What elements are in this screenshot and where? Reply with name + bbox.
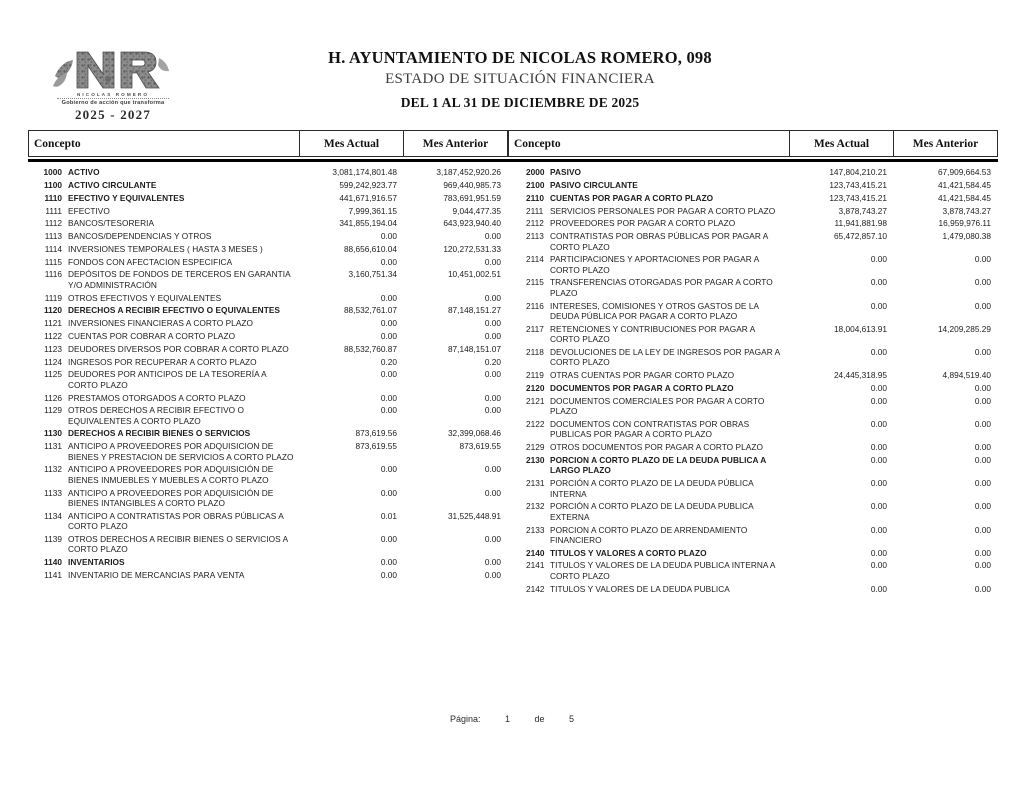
table-row [508,454,998,477]
row-concept-name: DEUDORES POR ANTICIPOS DE LA TESORERÍA A CORTO PLAZO [68,369,267,390]
row-account-code: 2111 [526,205,544,216]
nr-monogram-icon [51,46,175,92]
table-row [508,395,998,418]
row-account-code: 2113 [526,231,544,242]
row-concept-name: INVENTARIO DE MERCANCIAS PARA VENTA [68,569,245,580]
row-value-mes-anterior: 0.00 [484,464,501,475]
row-value-mes-actual: 88,532,761.07 [343,305,397,316]
row-value-mes-actual: 0.00 [380,464,397,475]
row-concept-name: PORCION A CORTO PLAZO DE LA DEUDA PUBLICA A LARGO PLAZO [550,454,767,476]
document-header [0,0,1024,122]
table-row [28,243,508,256]
table-row [28,179,508,192]
row-account-code: 1133 [44,487,62,498]
financial-tables [0,130,1024,595]
row-concept-name: TITULOS Y VALORES DE LA DEUDA PUBLICA [550,583,730,594]
row-value-mes-actual: 0.00 [380,487,397,498]
row-concept-name: PROVEEDORES POR PAGAR A CORTO PLAZO [550,218,736,229]
row-value-mes-actual: 0.00 [870,478,887,489]
row-value-mes-anterior: 10,451,002.51 [447,269,501,280]
row-concept-name: PARTICIPACIONES Y APORTACIONES POR PAGAR A CORTO PLAZO [550,254,759,275]
table-row [508,441,998,454]
table-row [508,276,998,299]
row-value-mes-anterior: 31,525,448.91 [447,510,501,521]
row-value-mes-actual: 0.00 [870,547,887,558]
row-value-mes-actual: 0.00 [380,318,397,329]
table-row [28,268,508,291]
row-account-code: 1132 [44,464,62,475]
row-account-code: 1124 [44,356,62,367]
row-value-mes-anterior: 87,148,151.27 [447,305,501,316]
table-row [508,418,998,441]
row-concept-name: INTERESES, COMISIONES Y OTROS GASTOS DE LA DEUDA PÚBLICA POR PAGAR A CORTO PLAZO [550,300,759,322]
row-account-code: 1114 [44,243,62,254]
row-value-mes-actual: 3,160,751.34 [348,269,397,280]
column-header-mes-actual-2: Mes Actual [789,131,893,156]
row-value-mes-anterior: 14,209,285.29 [937,323,991,334]
table-row [28,343,508,356]
row-value-mes-anterior: 3,187,452,920.26 [436,167,501,178]
row-concept-name: DERECHOS A RECIBIR BIENES O SERVICIOS [68,428,251,439]
logo-divider [57,98,169,99]
row-value-mes-anterior: 0.00 [484,318,501,329]
row-value-mes-actual: 0.01 [380,510,397,521]
row-account-code: 1140 [44,557,62,568]
row-value-mes-actual: 0.00 [380,392,397,403]
row-value-mes-actual: 0.00 [870,560,887,571]
row-account-code: 1125 [44,369,62,380]
row-account-code: 1134 [44,510,62,521]
row-concept-name: PRESTAMOS OTORGADOS A CORTO PLAZO [68,392,246,403]
table-row [28,355,508,368]
row-account-code: 2130 [526,454,545,465]
row-account-code: 2114 [526,254,544,265]
row-concept-name: PORCION A CORTO PLAZO DE ARRENDAMIENTO FINANCIERO [550,524,748,545]
row-value-mes-anterior: 1,479,080.38 [942,231,991,242]
row-concept-name: BANCOS/DEPENDENCIAS Y OTROS [68,231,212,242]
table-row [508,582,998,595]
row-account-code: 1116 [44,269,62,280]
column-header-mes-anterior: Mes Anterior [403,131,507,156]
row-value-mes-anterior: 0.00 [484,292,501,303]
row-value-mes-actual: 0.00 [870,501,887,512]
row-account-code: 2118 [526,347,544,358]
row-concept-name: INGRESOS POR RECUPERAR A CORTO PLAZO [68,356,257,367]
row-value-mes-anterior: 0.00 [974,277,991,288]
table-row [508,346,998,369]
row-concept-name: DOCUMENTOS COMERCIALES POR PAGAR A CORTO PLAZO [550,395,765,417]
table-row [28,255,508,268]
row-concept-name: PORCIÓN A CORTO PLAZO DE LA DEUDA PÚBLICA INTERNA [550,478,754,499]
table-row [28,317,508,330]
row-account-code: 1141 [44,569,62,580]
row-concept-name: OTRAS CUENTAS POR PAGAR CORTO PLAZO [550,370,735,381]
row-value-mes-anterior: 3,878,743.27 [942,205,991,216]
table-row [508,559,998,582]
row-account-code: 1126 [44,392,62,403]
row-value-mes-anterior: 0.00 [484,487,501,498]
table-row [508,179,998,192]
row-concept-name: OTROS DERECHOS A RECIBIR BIENES O SERVICIOS A CORTO PLAZO [68,534,288,555]
row-account-code: 1121 [44,318,62,329]
table-row [28,486,508,509]
assets-table [28,130,508,595]
table-row [508,204,998,217]
row-concept-name: DERECHOS A RECIBIR EFECTIVO O EQUIVALENTES [68,305,281,316]
row-concept-name: DEUDORES DIVERSOS POR COBRAR A CORTO PLAZO [68,343,289,354]
row-account-code: 2133 [526,524,545,535]
row-value-mes-actual: 873,619.56 [355,428,397,439]
row-concept-name: OTROS DOCUMENTOS POR PAGAR A CORTO PLAZO [550,442,763,453]
row-concept-name: INVERSIONES FINANCIERAS A CORTO PLAZO [68,318,254,329]
row-value-mes-anterior: 0.00 [484,569,501,580]
table-row [28,192,508,205]
row-account-code: 2119 [526,370,544,381]
row-value-mes-actual: 0.00 [380,231,397,242]
row-value-mes-anterior: 0.00 [484,330,501,341]
table-row [508,382,998,395]
report-title-entity: H. AYUNTAMIENTO DE NICOLAS ROMERO, 098 [328,48,712,67]
row-account-code: 2112 [526,218,544,229]
table-row [28,204,508,217]
table-row [28,463,508,486]
footer-page-number: 1 [504,714,510,724]
row-value-mes-actual: 0.00 [380,557,397,568]
row-value-mes-actual: 3,878,743.27 [838,205,887,216]
row-value-mes-anterior: 0.00 [484,231,501,242]
row-value-mes-actual: 341,855,194.04 [339,218,397,229]
table-row [508,217,998,230]
row-concept-name: CONTRATISTAS POR OBRAS PÚBLICAS POR PAGAR A CORTO PLAZO [550,231,768,252]
table-row [28,166,508,179]
row-value-mes-anterior: 0.00 [974,501,991,512]
row-value-mes-actual: 0.00 [870,383,887,393]
row-account-code: 2116 [526,300,544,311]
table-row [28,230,508,243]
row-value-mes-anterior: 0.00 [974,300,991,311]
table-row [508,500,998,523]
row-value-mes-actual: 123,743,415.21 [829,179,887,190]
row-value-mes-actual: 0.00 [380,369,397,380]
row-value-mes-anterior: 0.00 [484,256,501,267]
table-row [28,391,508,404]
row-value-mes-actual: 0.00 [870,300,887,311]
row-account-code: 1112 [44,218,62,229]
row-value-mes-actual: 7,999,361.15 [348,205,397,216]
table-row [28,217,508,230]
row-account-code: 1139 [44,534,62,544]
row-value-mes-anterior: 120,272,531.33 [443,243,501,254]
row-account-code: 2000 [526,167,545,178]
row-value-mes-anterior: 41,421,584.45 [937,179,991,190]
row-value-mes-actual: 18,004,613.91 [833,323,887,334]
row-concept-name: ACTIVO [68,167,100,178]
row-value-mes-anterior: 0.00 [484,557,501,568]
row-value-mes-anterior: 0.00 [974,383,991,393]
row-value-mes-anterior: 0.00 [974,560,991,571]
row-account-code: 1110 [44,192,62,203]
row-account-code: 2110 [526,192,544,203]
row-concept-name: TITULOS Y VALORES DE LA DEUDA PUBLICA INTERNA A CORTO PLAZO [550,560,776,581]
row-value-mes-actual: 3,081,174,801.48 [332,167,397,178]
row-account-code: 1115 [44,256,62,267]
table-row [28,427,508,440]
table-row [28,533,508,556]
row-account-code: 1122 [44,330,62,341]
row-concept-name: RETENCIONES Y CONTRIBUCIONES POR PAGAR A CORTO PLAZO [550,323,755,345]
row-value-mes-actual: 0.00 [870,277,887,288]
row-value-mes-actual: 873,619.55 [355,441,397,452]
row-account-code: 1000 [43,167,62,178]
row-account-code: 1123 [44,343,62,354]
municipality-logo [45,46,181,124]
column-header-mes-actual: Mes Actual [299,131,403,156]
row-value-mes-actual: 0.00 [870,254,887,265]
row-value-mes-anterior: 0.00 [974,547,991,558]
row-value-mes-anterior: 87,148,151.07 [447,343,501,354]
row-value-mes-actual: 0.00 [870,442,887,453]
row-account-code: 2132 [526,501,545,512]
row-concept-name: INVERSIONES TEMPORALES ( HASTA 3 MESES ) [68,243,263,254]
table-row [508,230,998,253]
row-value-mes-anterior: 0.00 [484,405,501,416]
row-concept-name: TITULOS Y VALORES A CORTO PLAZO [550,547,707,558]
table-row [28,330,508,343]
row-concept-name: PASIVO [550,167,582,178]
row-value-mes-actual: 88,532,760.87 [343,343,397,354]
footer-page-label: Página: [449,714,481,724]
row-concept-name: CUENTAS POR COBRAR A CORTO PLAZO [68,330,236,341]
row-value-mes-actual: 147,804,210.21 [829,167,887,178]
row-concept-name: PORCIÓN A CORTO PLAZO DE LA DEUDA PUBLICA EXTERNA [550,501,754,522]
table-row [28,569,508,582]
row-value-mes-anterior: 0.00 [974,583,991,594]
page-footer [0,714,1024,724]
row-value-mes-anterior: 0.00 [484,369,501,380]
row-value-mes-anterior: 643,923,940.40 [443,218,501,229]
row-concept-name: BANCOS/TESORERIA [68,218,155,229]
row-value-mes-anterior: 0.00 [974,395,991,406]
row-account-code: 2141 [526,560,545,571]
row-value-mes-actual: 599,242,923.77 [339,179,397,190]
row-value-mes-actual: 0.00 [870,583,887,594]
row-value-mes-actual: 0.00 [870,418,887,429]
row-concept-name: DEVOLUCIONES DE LA LEY DE INGRESOS POR PAGAR A CORTO PLAZO [550,347,780,368]
row-value-mes-anterior: 67,909,664.53 [937,167,991,178]
row-concept-name: DOCUMENTOS CON CONTRATISTAS POR OBRAS PUBLICAS POR PAGAR A CORTO PLAZO [550,418,750,440]
row-account-code: 1120 [44,305,62,316]
row-value-mes-anterior: 0.00 [974,418,991,429]
table-row [28,510,508,533]
table-row [28,404,508,427]
table-row [28,304,508,317]
row-account-code: 1130 [44,428,62,439]
table-row [508,299,998,322]
row-value-mes-anterior: 41,421,584.45 [937,192,991,203]
row-concept-name: SERVICIOS PERSONALES POR PAGAR A CORTO PLAZO [550,205,776,216]
assets-table-header [28,130,508,157]
row-value-mes-actual: 0.00 [380,534,397,544]
row-value-mes-actual: 24,445,318.95 [833,370,887,381]
logo-slogan: Gobierno de acción que transforma [61,99,165,106]
row-concept-name: EFECTIVO [68,205,110,216]
row-concept-name: INVENTARIOS [68,557,125,568]
row-concept-name: DOCUMENTOS POR PAGAR A CORTO PLAZO [550,383,734,393]
table-row [508,323,998,346]
logo-org-name: NICOLAS ROMERO [76,92,150,97]
row-value-mes-anterior: 0.00 [974,254,991,265]
row-account-code: 2117 [526,323,544,334]
row-value-mes-anterior: 969,440,985.73 [443,179,501,190]
row-account-code: 1113 [44,231,62,242]
row-concept-name: OTROS DERECHOS A RECIBIR EFECTIVO O EQUIVALENTES A CORTO PLAZO [68,405,245,426]
row-account-code: 2142 [526,583,545,594]
table-row [508,523,998,546]
row-value-mes-actual: 0.00 [380,569,397,580]
row-account-code: 2131 [526,478,545,489]
row-value-mes-anterior: 873,619.55 [459,441,501,452]
row-concept-name: DEPÓSITOS DE FONDOS DE TERCEROS EN GARANTIA Y/O ADMINISTRACIÓN [68,269,291,290]
table-row [28,368,508,391]
row-value-mes-anterior: 0.00 [974,442,991,453]
row-concept-name: ACTIVO CIRCULANTE [68,179,157,190]
row-account-code: 2129 [526,442,545,453]
row-account-code: 1129 [44,405,62,416]
row-concept-name: TRANSFERENCIAS OTORGADAS POR PAGAR A CORTO PLAZO [550,277,773,298]
column-header-concepto-2: Concepto [514,137,561,150]
row-value-mes-actual: 123,743,415.21 [829,192,887,203]
liabilities-table [508,130,998,595]
row-value-mes-anterior: 32,399,068.46 [447,428,501,439]
row-value-mes-actual: 0.00 [870,395,887,406]
row-concept-name: ANTICIPO A CONTRATISTAS POR OBRAS PÚBLICAS A CORTO PLAZO [68,510,284,532]
row-value-mes-anterior: 9,044,477.35 [452,205,501,216]
logo-term-years: 2025 - 2027 [74,106,152,122]
row-account-code: 2120 [526,383,545,393]
liabilities-table-body [508,162,998,595]
column-header-concepto: Concepto [34,137,81,150]
table-row [28,556,508,569]
row-concept-name: ANTICIPO A PROVEEDORES POR ADQUISICIÓN DE BIENES INMUEBLES Y MUEBLES A CORTO PLAZO [68,464,274,485]
row-value-mes-actual: 0.00 [380,292,397,303]
row-value-mes-anterior: 0.00 [484,392,501,403]
row-account-code: 2100 [526,179,545,190]
row-value-mes-actual: 441,671,916.57 [339,192,397,203]
row-account-code: 2122 [526,418,545,429]
row-value-mes-anterior: 0.00 [974,524,991,535]
row-concept-name: ANTICIPO A PROVEEDORES POR ADQUISICIÓN DE BIENES INTANGIBLES A CORTO PLAZO [68,487,274,509]
row-account-code: 1111 [45,205,62,216]
assets-table-body [28,162,508,582]
row-account-code: 2121 [526,395,545,406]
footer-total-pages: 5 [569,714,575,724]
table-row [508,547,998,560]
row-value-mes-anterior: 4,894,519.40 [942,370,991,381]
footer-of-label: de [534,714,545,724]
table-row [508,192,998,205]
row-value-mes-actual: 11,941,881.98 [834,218,887,229]
row-value-mes-actual: 0.00 [870,454,887,465]
row-account-code: 1131 [44,441,62,452]
liabilities-table-header [508,130,998,157]
row-value-mes-anterior: 0.00 [974,454,991,465]
row-concept-name: ANTICIPO A PROVEEDORES POR ADQUISICION DE BIENES Y PRESTACION DE SERVICIOS A CORTO PLAZO [68,441,294,462]
table-row [508,477,998,500]
report-title-type: ESTADO DE SITUACIÓN FINANCIERA [385,71,655,87]
row-value-mes-actual: 0.00 [380,405,397,416]
row-value-mes-actual: 0.00 [380,330,397,341]
row-value-mes-anterior: 0.00 [974,478,991,489]
row-value-mes-actual: 0.20 [380,356,397,367]
row-value-mes-actual: 0.00 [380,256,397,267]
row-concept-name: EFECTIVO Y EQUIVALENTES [68,192,185,203]
row-concept-name: FONDOS CON AFECTACION ESPECIFICA [68,256,233,267]
row-account-code: 2115 [526,277,544,288]
row-account-code: 1100 [44,179,62,190]
row-account-code: 1119 [44,292,62,303]
row-value-mes-actual: 0.00 [870,347,887,358]
table-row [508,369,998,382]
row-value-mes-anterior: 0.20 [484,356,501,367]
report-titles [200,48,840,112]
table-row [508,166,998,179]
row-value-mes-anterior: 783,691,951.59 [443,192,501,203]
table-row [28,440,508,463]
row-value-mes-anterior: 16,959,976.11 [938,218,991,229]
table-row [508,253,998,276]
row-value-mes-anterior: 0.00 [974,347,991,358]
report-title-period: DEL 1 AL 31 DE DICIEMBRE DE 2025 [400,95,640,110]
column-header-mes-anterior-2: Mes Anterior [893,131,997,156]
row-value-mes-actual: 88,656,610.04 [343,243,397,254]
row-concept-name: OTROS EFECTIVOS Y EQUIVALENTES [68,292,222,303]
table-row [28,291,508,304]
row-value-mes-anterior: 0.00 [484,534,501,544]
row-account-code: 2140 [526,547,545,558]
row-value-mes-actual: 0.00 [870,524,887,535]
row-value-mes-actual: 65,472,857.10 [833,231,887,242]
row-concept-name: PASIVO CIRCULANTE [550,179,638,190]
row-concept-name: CUENTAS POR PAGAR A CORTO PLAZO [550,192,714,203]
